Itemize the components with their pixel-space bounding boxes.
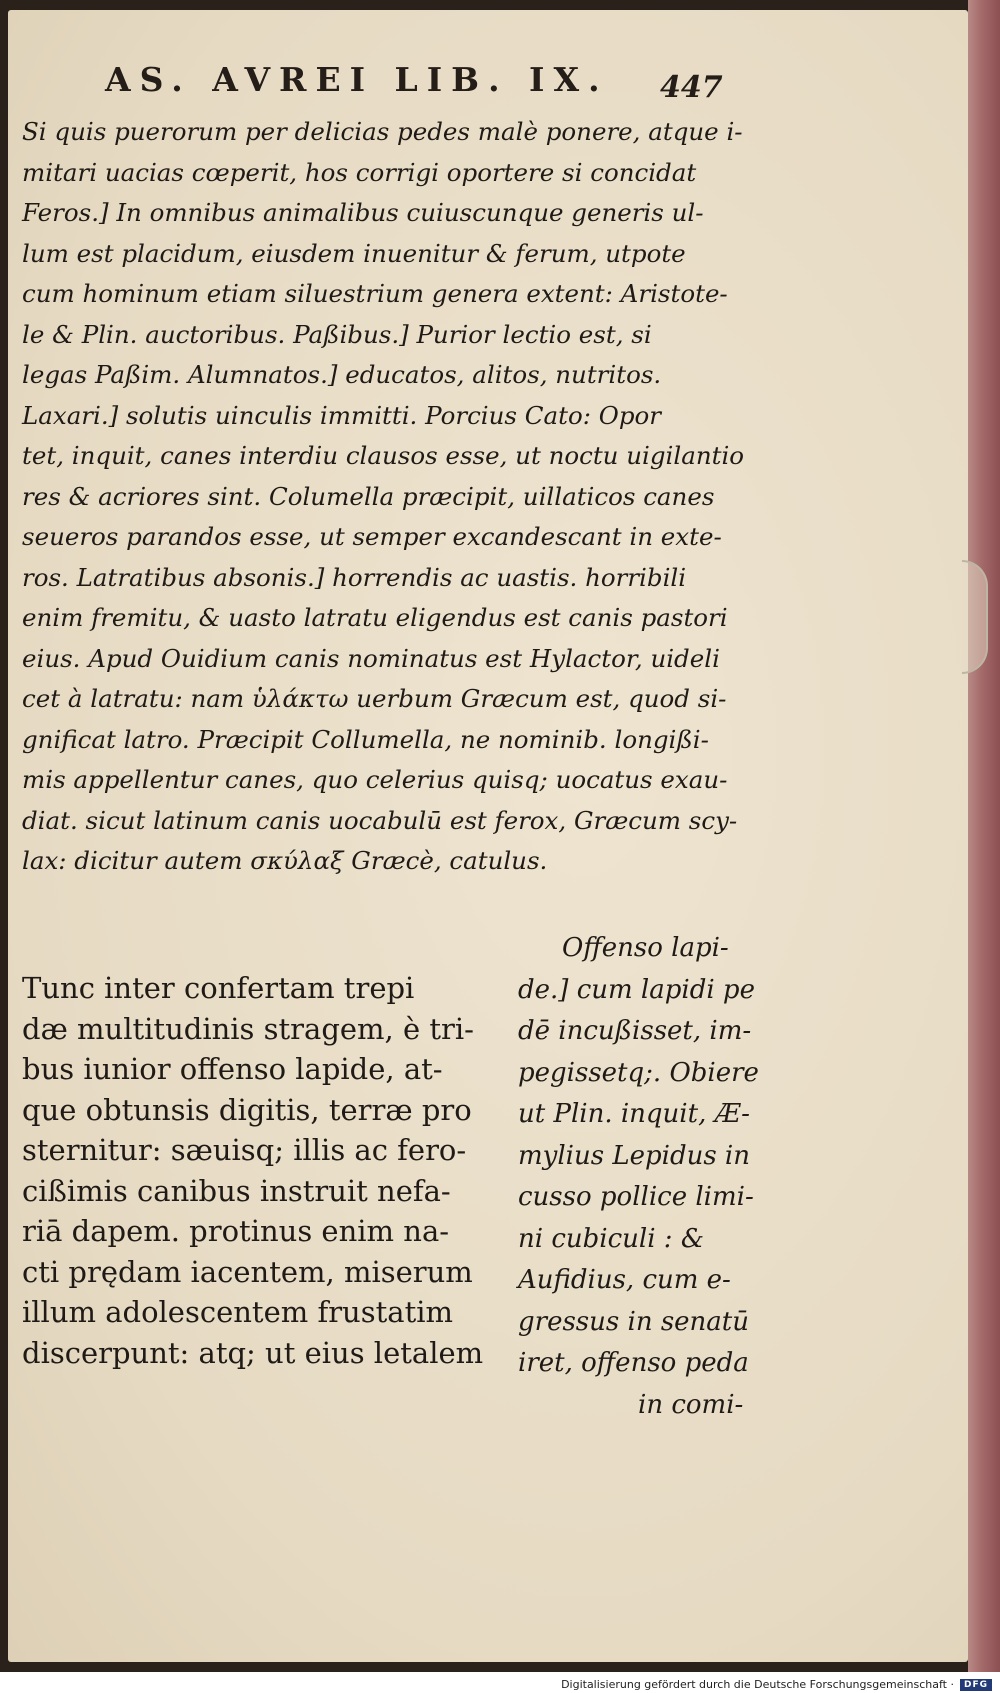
sidenote-line: mylius Lepidus in bbox=[518, 1140, 750, 1171]
commentary-line: res & acriores sint. Columella præcipit, uillaticos canes bbox=[22, 481, 715, 511]
commentary-line: gnificat latro. Præcipit Collumella, ne nominib. longißi- bbox=[22, 724, 709, 754]
running-head: AS. AVREI LIB. IX. bbox=[105, 60, 609, 99]
marginal-note bbox=[518, 928, 768, 1426]
main-text-line: sternitur: sæuisq; illis ac fero- bbox=[22, 1133, 467, 1167]
commentary-line: seueros parandos esse, ut semper excandescant in exte- bbox=[22, 522, 722, 551]
sidenote-line: de.] cum lapidi pe bbox=[518, 974, 755, 1005]
main-text-line: dæ multitudinis stragem, è tri- bbox=[22, 1011, 474, 1046]
dfg-logo: DFG bbox=[960, 1679, 992, 1691]
digitization-credit bbox=[561, 1678, 992, 1691]
commentary-line: enim fremitu, & uasto latratu eligendus est canis pastori bbox=[22, 603, 728, 632]
commentary-line: diat. sicut latinum canis uocabulū est ferox, Græcum scy- bbox=[22, 805, 738, 835]
main-text-line: riā dapem. protinus enim na- bbox=[22, 1214, 450, 1248]
commentary-line: le & Plin. auctoribus. Paßibus.] Purior lectio est, si bbox=[22, 319, 652, 349]
sidenote-line: ut Plin. inquit, Æ- bbox=[518, 1099, 750, 1129]
sidenote-line: ni cubiculi : & bbox=[518, 1223, 704, 1254]
commentary-line: mis appellentur canes, quo celerius quisq; uocatus exau- bbox=[22, 765, 728, 794]
main-text-line: Tunc inter confertam trepi bbox=[22, 971, 415, 1005]
page-number: 447 bbox=[660, 70, 723, 105]
sidenote-line: iret, offenso peda bbox=[518, 1348, 749, 1378]
main-text-line: discerpunt: atq; ut eius letalem bbox=[22, 1335, 484, 1370]
main-text-line: cißimis canibus instruit nefa- bbox=[22, 1173, 451, 1208]
sidenote-line: gressus in senatū bbox=[518, 1306, 749, 1337]
commentary-line: cet à latratu: nam ὑλάκτω uerbum Græcum est, quod si- bbox=[22, 684, 727, 713]
commentary-line: tet, inquit, canes interdiu clausos esse, ut noctu uigilantio bbox=[22, 441, 745, 470]
sidenote-line: in comi- bbox=[638, 1389, 744, 1420]
commentary-block bbox=[22, 112, 762, 882]
sidenote-line: Offenso lapi- bbox=[562, 933, 729, 963]
book-edge bbox=[968, 0, 1000, 1672]
commentary-line: Si quis puerorum per delicias pedes malè ponere, atque i- bbox=[22, 117, 743, 146]
main-text-line: que obtunsis digitis, terræ pro bbox=[22, 1092, 472, 1127]
sidenote-line: pegissetq;. Obiere bbox=[518, 1057, 759, 1088]
commentary-line: Laxari.] solutis uinculis immitti. Porcius Cato: Opor bbox=[22, 400, 661, 430]
commentary-line: lum est placidum, eiusdem inuenitur & ferum, utpote bbox=[22, 238, 686, 268]
commentary-line: cum hominum etiam siluestrium genera extent: Aristote- bbox=[22, 279, 728, 308]
commentary-line: Feros.] In omnibus animalibus cuiuscunque generis ul- bbox=[22, 198, 704, 227]
page-clip bbox=[962, 560, 988, 674]
commentary-line: ros. Latratibus absonis.] horrendis ac uastis. horribili bbox=[22, 562, 687, 592]
main-text-line: cti prędam iacentem, miserum bbox=[22, 1254, 473, 1289]
commentary-line: mitari uacias cœperit, hos corrigi oportere si concidat bbox=[22, 157, 697, 187]
sidenote-line: Aufidius, cum e- bbox=[518, 1265, 731, 1295]
commentary-line: legas Paßim. Alumnatos.] educatos, alitos, nutritos. bbox=[22, 360, 662, 389]
commentary-line: eius. Apud Ouidium canis nominatus est Hylactor, uideli bbox=[22, 643, 720, 673]
commentary-line: lax: dicitur autem σκύλαξ Græcè, catulus. bbox=[22, 846, 548, 875]
main-text-block bbox=[22, 968, 492, 1373]
main-text-line: bus iunior offenso lapide, at- bbox=[22, 1052, 443, 1086]
sidenote-line: dē incußisset, im- bbox=[518, 1016, 752, 1046]
sidenote-line: cusso pollice limi- bbox=[518, 1182, 754, 1212]
credit-text: Digitalisierung gefördert durch die Deutsche Forschungsgemeinschaft · bbox=[561, 1678, 954, 1691]
main-text-line: illum adolescentem frustatim bbox=[22, 1295, 453, 1329]
